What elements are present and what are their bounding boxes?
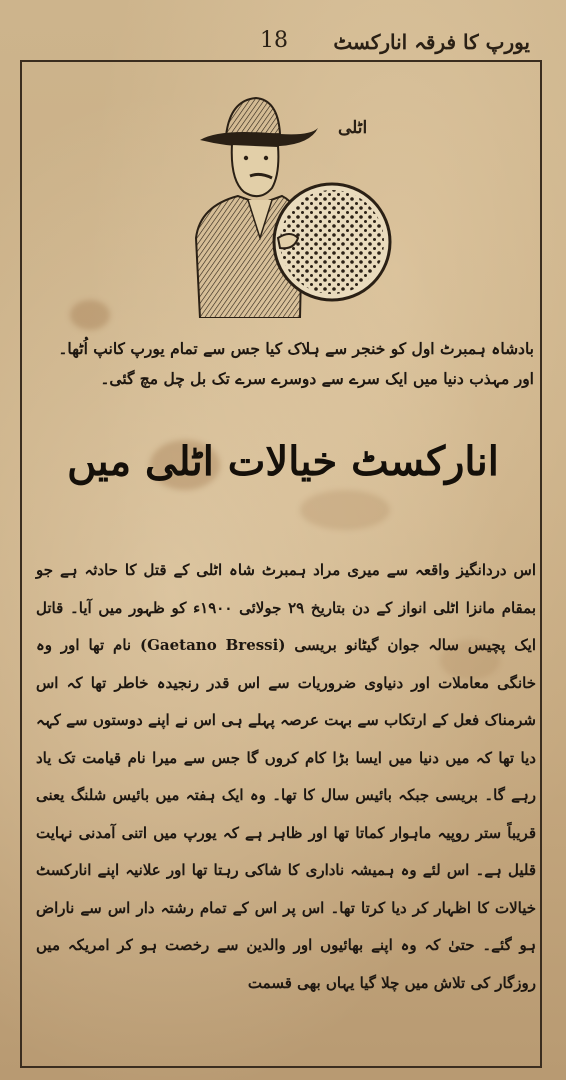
body-paragraph: اس دردانگیز واقعہ سے میری مراد ہمبرٹ شاہ اٹلی کے قتل کا حادثہ ہے جو بمقام مانزا اٹلی انواز کے دن بتاریخ ۲۹ جولائی ۱۹۰۰ء کو ظہور میں آیا۔ قاتل ایک پچیس سالہ جوان گیٹانو بریسی (Gaetano Bressi) نام تھا اور وہ خانگی معاملات اور دنیاوی ضروریات سے اس قدر رنجیدہ خاطر تھا کہ اس شرمناک فعل کے ارتکاب سے بہت عرصہ پہلے ہی اس نے اپنے دوستوں سے کہہ دیا تھا کہ میں دنیا میں ایسا بڑا کام کروں گا جس سے میرا نام قیامت تک یاد رہے گا۔ بریسی جبکہ بائیس سال کا تھا۔ وہ ایک ہفتہ میں بائیس شلنگ یعنی قریباً ستر روپیہ ماہوار کماتا تھا اور ظاہر ہے کہ یورپ میں اتنی آمدنی نہایت قلیل ہے۔ اس لئے وہ ہمیشہ ناداری کا شاکی رہتا تھا اور علانیہ اپنے انارکسٹ خیالات کا اظہار کر دیا کرتا تھا۔ اس پر اس کے تمام رشتہ دار اس سے ناراض ہو گئے۔ حتیٰ کہ وہ اپنے بھائیوں اور والدین سے رخصت ہو کر امریکہ میں روزگار کی تلاش میں چلا گیا یہاں بھی قسمت xyxy=(36,561,536,992)
page-header xyxy=(30,24,540,62)
illustration-caption: اٹلی xyxy=(338,118,368,138)
page-number: 18 xyxy=(260,28,288,53)
article-headline: انارکسٹ خیالات اٹلی میں xyxy=(67,438,499,485)
intro-line: اور مہذب دنیا میں ایک سرے سے دوسرے سرے تک بل چل مچ گئی۔ xyxy=(100,369,534,388)
running-title: یورپ کا فرقہ انارکسٹ xyxy=(333,30,530,54)
intro-text xyxy=(36,334,534,394)
intro-line: بادشاہ ہمبرٹ اول کو خنجر سے ہلاک کیا جس سے تمام یورپ کانپ اُٹھا۔ xyxy=(58,339,534,358)
body-text xyxy=(36,552,536,1002)
